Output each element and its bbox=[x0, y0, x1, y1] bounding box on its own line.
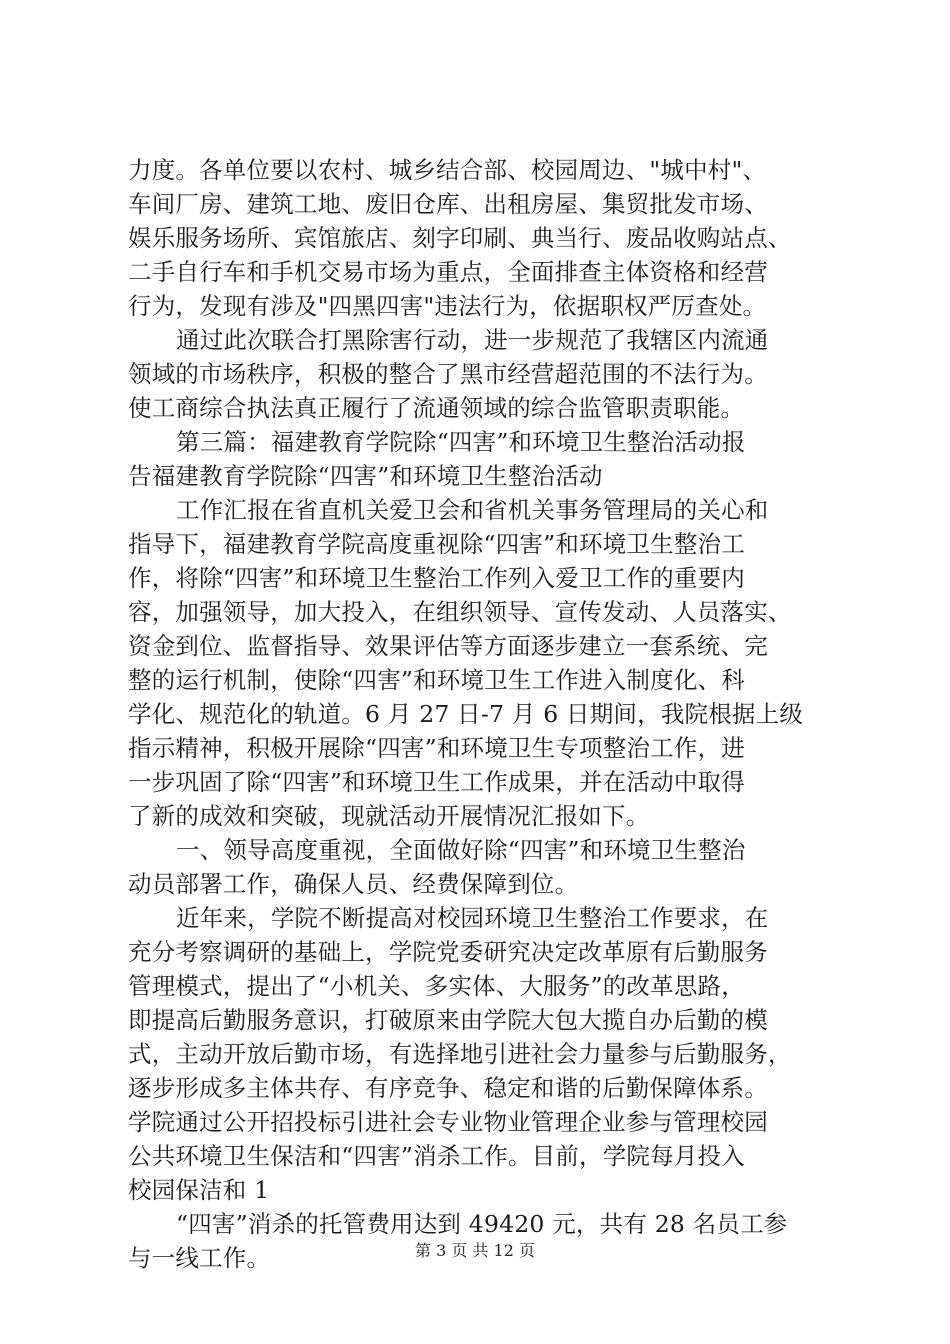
text-line: 行为，发现有涉及"四黑四害"违法行为，依据职权严厉查处。 bbox=[128, 292, 767, 320]
text-line: 式，主动开放后勤市场，有选择地引进社会力量参与后勤服务， bbox=[128, 1040, 792, 1068]
text-line: 指示精神，积极开展除“四害”和环境卫生专项整治工作，进 bbox=[128, 734, 745, 762]
text-line: 校园保洁和 1 bbox=[128, 1176, 270, 1204]
text-line: 即提高后勤服务意识，打破原来由学院大包大揽自办后勤的模 bbox=[128, 1006, 768, 1034]
text-line: 领域的市场秩序，积极的整合了黑市经营超范围的不法行为。 bbox=[128, 360, 768, 388]
text-line: 公共环境卫生保洁和“四害”消杀工作。目前，学院每月投入 bbox=[128, 1142, 745, 1170]
text-line: “四害”消杀的托管费用达到 49420 元，共有 28 名员工参 bbox=[176, 1210, 788, 1238]
text-line: 了新的成效和突破，现就活动开展情况汇报如下。 bbox=[128, 802, 650, 830]
text-line: 二手自行车和手机交易市场为重点，全面排查主体资格和经营 bbox=[128, 258, 768, 286]
text-line: 学院通过公开招投标引进社会专业物业管理企业参与管理校园 bbox=[128, 1108, 768, 1136]
text-line: 娱乐服务场所、宾馆旅店、刻字印刷、典当行、废品收购站点、 bbox=[128, 224, 792, 252]
text-line: 近年来，学院不断提高对校园环境卫生整治工作要求，在 bbox=[176, 904, 769, 932]
text-line: 使工商综合执法真正履行了流通领域的综合监管职责职能。 bbox=[128, 394, 745, 422]
text-line: 动员部署工作，确保人员、经费保障到位。 bbox=[128, 870, 579, 898]
text-line: 容，加强领导，加大投入，在组织领导、宣传发动、人员落实、 bbox=[128, 598, 792, 626]
text-line: 与一线工作。 bbox=[128, 1244, 271, 1272]
text-line: 车间厂房、建筑工地、废旧仓库、出租房屋、集贸批发市场、 bbox=[128, 190, 768, 218]
text-line: 告福建教育学院除“四害”和环境卫生整治活动 bbox=[128, 462, 603, 490]
text-line: 通过此次联合打黑除害行动，进一步规范了我辖区内流通 bbox=[176, 326, 769, 354]
text-line: 管理模式，提出了“小机关、多实体、大服务”的改革思路， bbox=[128, 972, 745, 1000]
text-line: 学化、规范化的轨道。6 月 27 日-7 月 6 日期间，我院根据上级 bbox=[128, 700, 804, 728]
text-line: 一、领导高度重视，全面做好除“四害”和环境卫生整治 bbox=[176, 836, 746, 864]
text-line: 指导下，福建教育学院高度重视除“四害”和环境卫生整治工 bbox=[128, 530, 745, 558]
text-line: 第三篇：福建教育学院除“四害”和环境卫生整治活动报 bbox=[176, 428, 746, 456]
text-line: 资金到位、监督指导、效果评估等方面逐步建立一套系统、完 bbox=[128, 632, 768, 660]
text-line: 一步巩固了除“四害”和环境卫生工作成果，并在活动中取得 bbox=[128, 768, 745, 796]
text-line: 整的运行机制，使除“四害”和环境卫生工作进入制度化、科 bbox=[128, 666, 745, 694]
text-line: 作，将除“四害”和环境卫生整治工作列入爱卫工作的重要内 bbox=[128, 564, 745, 592]
text-line: 力度。各单位要以农村、城乡结合部、校园周边、"城中村"、 bbox=[128, 156, 767, 184]
text-line: 逐步形成多主体共存、有序竞争、稳定和谐的后勤保障体系。 bbox=[128, 1074, 768, 1102]
text-line: 充分考察调研的基础上，学院党委研究决定改革原有后勤服务 bbox=[128, 938, 768, 966]
text-line: 工作汇报在省直机关爱卫会和省机关事务管理局的关心和 bbox=[176, 496, 769, 524]
document-body bbox=[128, 153, 840, 1275]
page-footer: 第 3 页 共 12 页 bbox=[415, 1241, 535, 1260]
